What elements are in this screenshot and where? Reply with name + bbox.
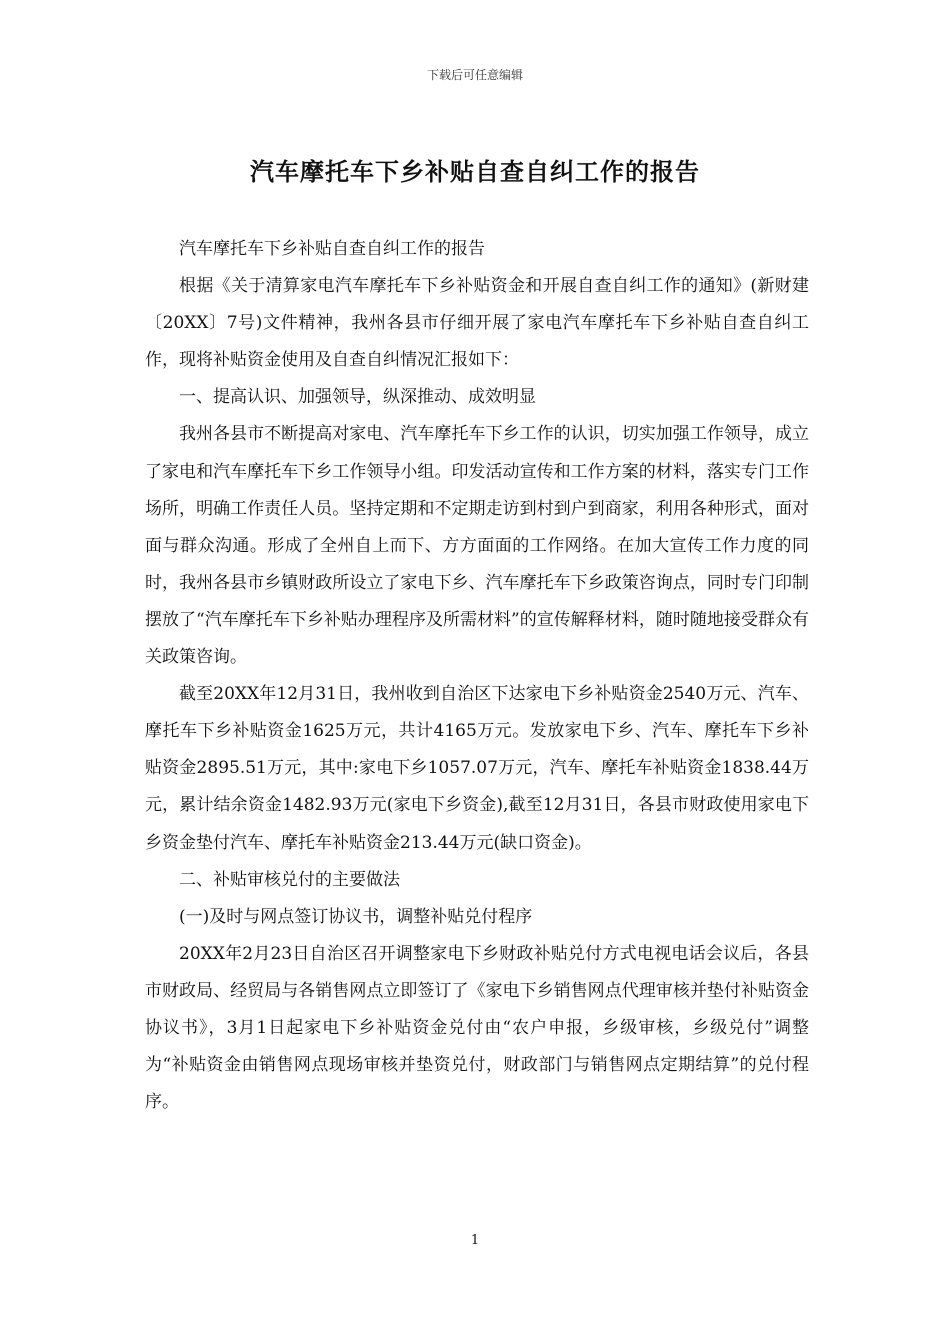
- subsection-heading-2-1: (一)及时与网点签订协议书，调整补贴兑付程序: [179, 906, 533, 927]
- paragraph-subsection-2-1-body: 20XX年2月23日自治区召开调整家电下乡财政补贴兑付方式电视电话会议后，各县市财政局、经贸局与各销售网点立即签订了《家电下乡销售网点代理审核并垫付补贴资金协议书》，3月1日起家电下乡补贴资金兑付由“农户申报，乡级审核，乡级兑付”调整为“补贴资金由销售网点现场审核并垫资兑付，财政部门与销售网点定期结算”的兑付程序。: [145, 943, 809, 1113]
- section-heading-1: 一、提高认识、加强领导，纵深推动、成效明显: [179, 387, 536, 408]
- paragraph-section-1-body: 我州各县市不断提高对家电、汽车摩托车下乡工作的认识，切实加强工作领导，成立了家电和汽车摩托车下乡工作领导小组。印发活动宣传和工作方案的材料，落实专门工作场所，明确工作责任人员。坚持定期和不定期走访到村到户到商家，利用各种形式，面对面与群众沟通。形成了全州自上而下、方方面面的工作网络。在加大宣传工作力度的同时，我州各县市乡镇财政所设立了家电下乡、汽车摩托车下乡政策咨询点，同时专门印制摆放了“汽车摩托车下乡补贴办理程序及所需材料”的宣传解释材料，随时随地接受群众有关政策咨询。: [145, 424, 809, 668]
- page-number: 1: [470, 1233, 480, 1248]
- paragraph-intro: 根据《关于清算家电汽车摩托车下乡补贴资金和开展自查自纠工作的通知》(新财建〔20XX〕7号)文件精神，我州各县市仔细开展了家电汽车摩托车下乡补贴自查自纠工作，现将补贴资金使用及自查自纠情况汇报如下：: [145, 276, 809, 371]
- document-body: [145, 231, 809, 1121]
- header-note: 下载后可任意编辑: [426, 68, 523, 82]
- paragraph-funds: 截至20XX年12月31日，我州收到自治区下达家电下乡补贴资金2540万元、汽车、摩托车下乡补贴资金1625万元，共计4165万元。发放家电下乡、汽车、摩托车下乡补贴资金2895.51万元，其中:家电下乡1057.07万元，汽车、摩托车补贴资金1838.44万元，累计结余资金1482.93万元(家电下乡资金),截至12月31日，各县市财政使用家电下乡资金垫付汽车、摩托车补贴资金213.44万元(缺口资金)。: [145, 684, 809, 853]
- paragraph-subtitle: 汽车摩托车下乡补贴自查自纠工作的报告: [179, 239, 485, 259]
- document-title: 汽车摩托车下乡补贴自查自纠工作的报告: [250, 157, 700, 186]
- section-heading-2: 二、补贴审核兑付的主要做法: [179, 869, 400, 890]
